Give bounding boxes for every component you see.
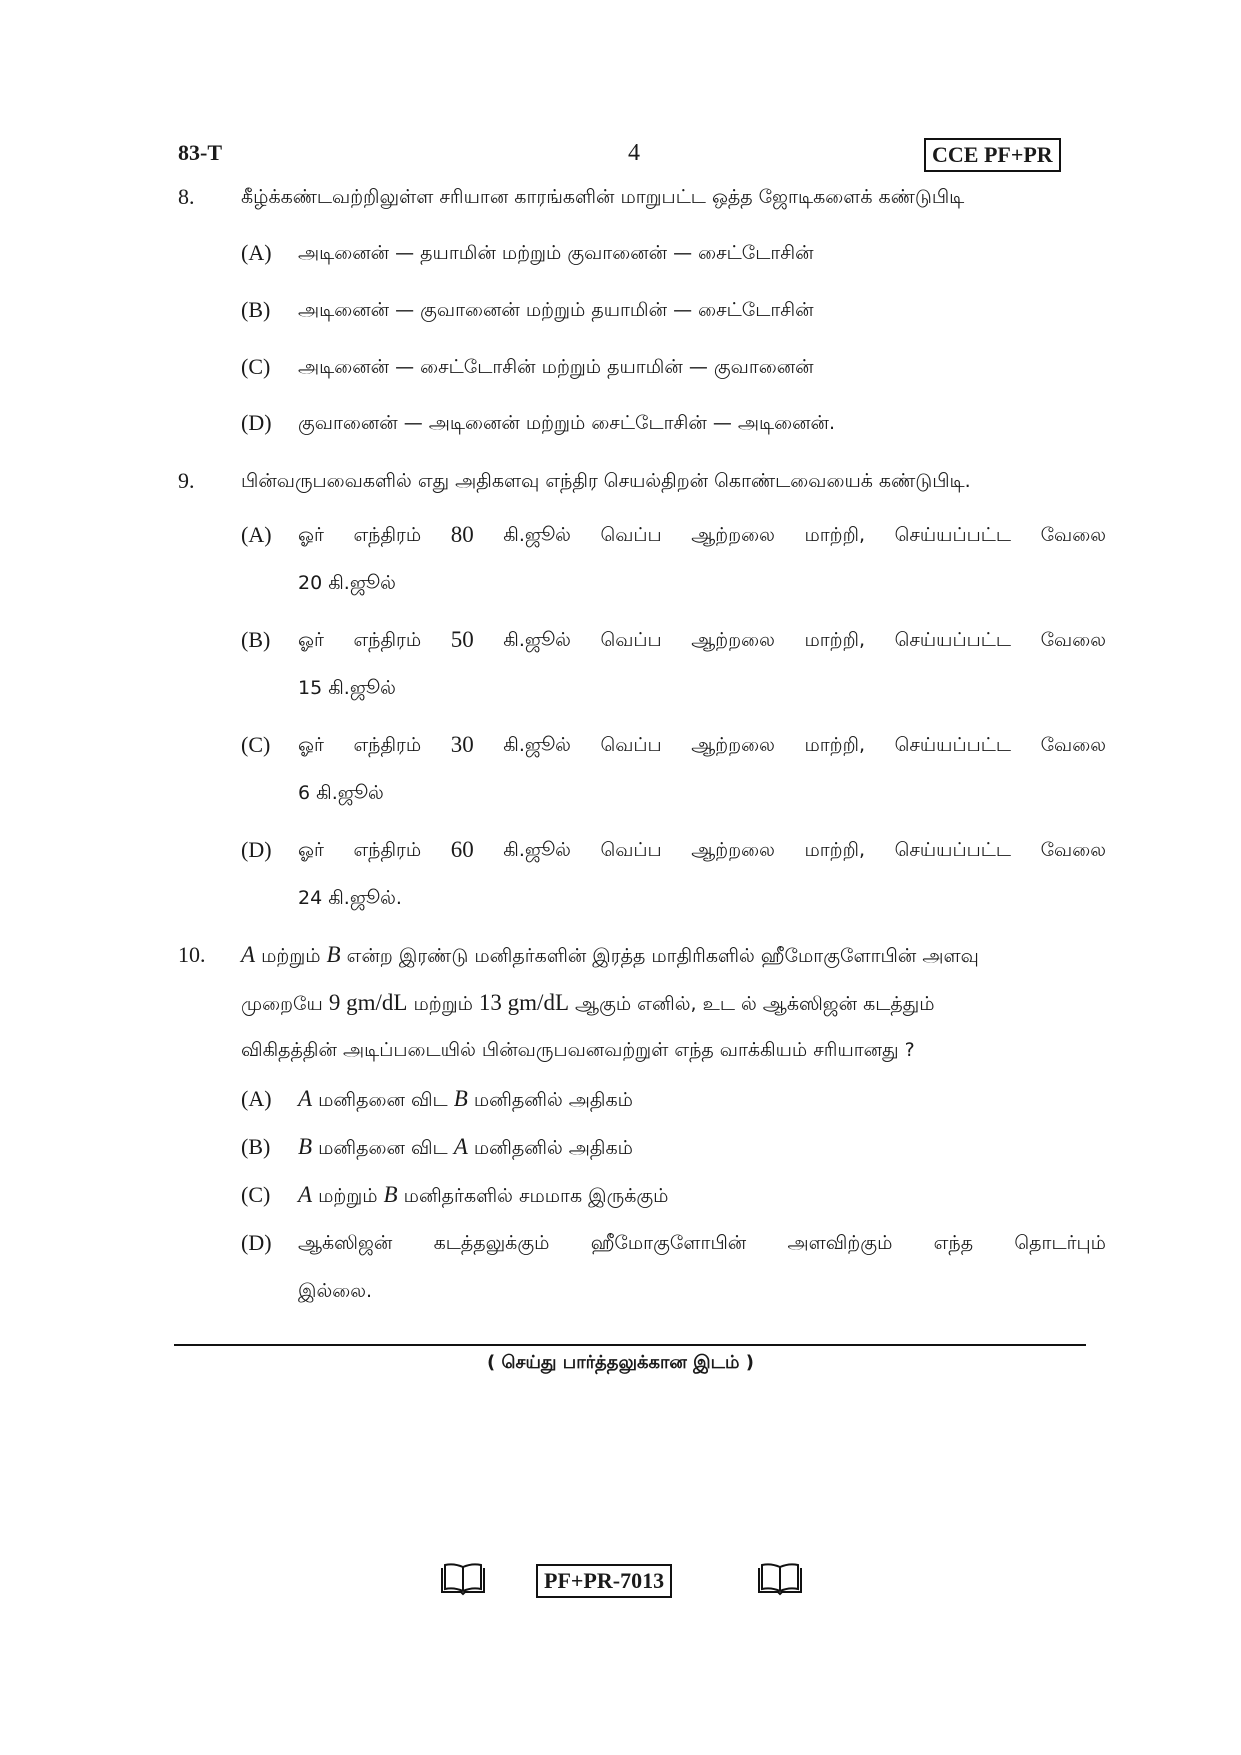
- q9-option-a-text: ஓர் எந்திரம் 80 கி.ஜூல் வெப்ப ஆற்றலை மாற்றி, செய்யப்பட்ட வேலை: [298, 522, 1106, 547]
- q10-option-c-label: (C): [241, 1182, 271, 1207]
- q9-option-c-label: (C): [241, 732, 271, 757]
- q9-option-a-line2: 20 கி.ஜூல்: [298, 572, 396, 594]
- q9-option-b-label: (B): [241, 627, 271, 652]
- q8-option-a-label: (A): [241, 240, 272, 265]
- open-book-icon: [440, 1562, 486, 1600]
- q9-option-c-line2: 6 கி.ஜூல்: [298, 782, 384, 804]
- q9-option-d-label: (D): [241, 837, 272, 862]
- q9-option-d-line2: 24 கி.ஜூல்.: [298, 887, 402, 909]
- q8-option-a-text: அடினைன் — தயாமின் மற்றும் குவானைன் — சைட்டோசின்: [298, 242, 814, 264]
- question-10-number: 10.: [178, 942, 206, 967]
- q9-option-d-text: ஓர் எந்திரம் 60 கி.ஜூல் வெப்ப ஆற்றலை மாற்றி, செய்யப்பட்ட வேலை: [298, 837, 1106, 862]
- divider-rule: [174, 1344, 1086, 1346]
- q10-option-a-text: A மனிதனை விட B மனிதனில் அதிகம்: [298, 1086, 633, 1111]
- question-9-text: பின்வருபவைகளில் எது அதிகளவு எந்திர செயல்திறன் கொண்டவையைக் கண்டுபிடி.: [241, 470, 971, 492]
- q9-option-b-text: ஓர் எந்திரம் 50 கி.ஜூல் வெப்ப ஆற்றலை மாற்றி, செய்யப்பட்ட வேலை: [298, 627, 1106, 652]
- question-8-number: 8.: [178, 184, 195, 209]
- q10-option-d-label: (D): [241, 1230, 272, 1255]
- q10-option-a-label: (A): [241, 1086, 272, 1111]
- question-10-line1: A மற்றும் B என்ற இரண்டு மனிதர்களின் இரத்த மாதிரிகளில் ஹீமோகுளோபின் அளவு: [241, 942, 979, 967]
- open-book-icon: [757, 1562, 803, 1600]
- page-number: 4: [628, 140, 640, 166]
- q10-option-d-text: ஆக்ஸிஜன் கடத்தலுக்கும் ஹீமோகுளோபின் அளவிற்கும் எந்த தொடர்பும்: [298, 1232, 1106, 1254]
- rough-work-label: ( செய்து பார்த்தலுக்கான இடம் ): [487, 1352, 754, 1373]
- q10-option-b-label: (B): [241, 1134, 271, 1159]
- header-code: 83-T: [178, 140, 222, 165]
- q9-option-a-label: (A): [241, 522, 272, 547]
- q8-option-c-text: அடினைன் — சைட்டோசின் மற்றும் தயாமின் — குவானைன்: [298, 356, 814, 378]
- q10-option-d-line2: இல்லை.: [298, 1280, 373, 1302]
- q9-option-c-text: ஓர் எந்திரம் 30 கி.ஜூல் வெப்ப ஆற்றலை மாற்றி, செய்யப்பட்ட வேலை: [298, 732, 1106, 757]
- question-10-line2: முறையே 9 gm/dL மற்றும் 13 gm/dL ஆகும் எனில், உட ல் ஆக்ஸிஜன் கடத்தும்: [241, 990, 935, 1015]
- paper-code-box: CCE PF+PR: [924, 138, 1061, 172]
- q10-option-c-text: A மற்றும் B மனிதர்களில் சமமாக இருக்கும்: [298, 1182, 669, 1207]
- q8-option-d-text: குவானைன் — அடினைன் மற்றும் சைட்டோசின் — அடினைன்.: [298, 412, 835, 434]
- q8-option-d-label: (D): [241, 410, 272, 435]
- q8-option-b-text: அடினைன் — குவானைன் மற்றும் தயாமின் — சைட்டோசின்: [298, 299, 814, 321]
- question-9-number: 9.: [178, 468, 195, 493]
- footer-paper-code: PF+PR-7013: [536, 1564, 672, 1598]
- q8-option-c-label: (C): [241, 354, 271, 379]
- q8-option-b-label: (B): [241, 297, 271, 322]
- question-8-text: கீழ்க்கண்டவற்றிலுள்ள சரியான காரங்களின் மாறுபட்ட ஒத்த ஜோடிகளைக் கண்டுபிடி: [241, 186, 965, 208]
- q10-option-b-text: B மனிதனை விட A மனிதனில் அதிகம்: [298, 1134, 633, 1159]
- question-10-line3: விகிதத்தின் அடிப்படையில் பின்வருபவனவற்றுள் எந்த வாக்கியம் சரியானது ?: [241, 1039, 915, 1061]
- q9-option-b-line2: 15 கி.ஜூல்: [298, 677, 396, 699]
